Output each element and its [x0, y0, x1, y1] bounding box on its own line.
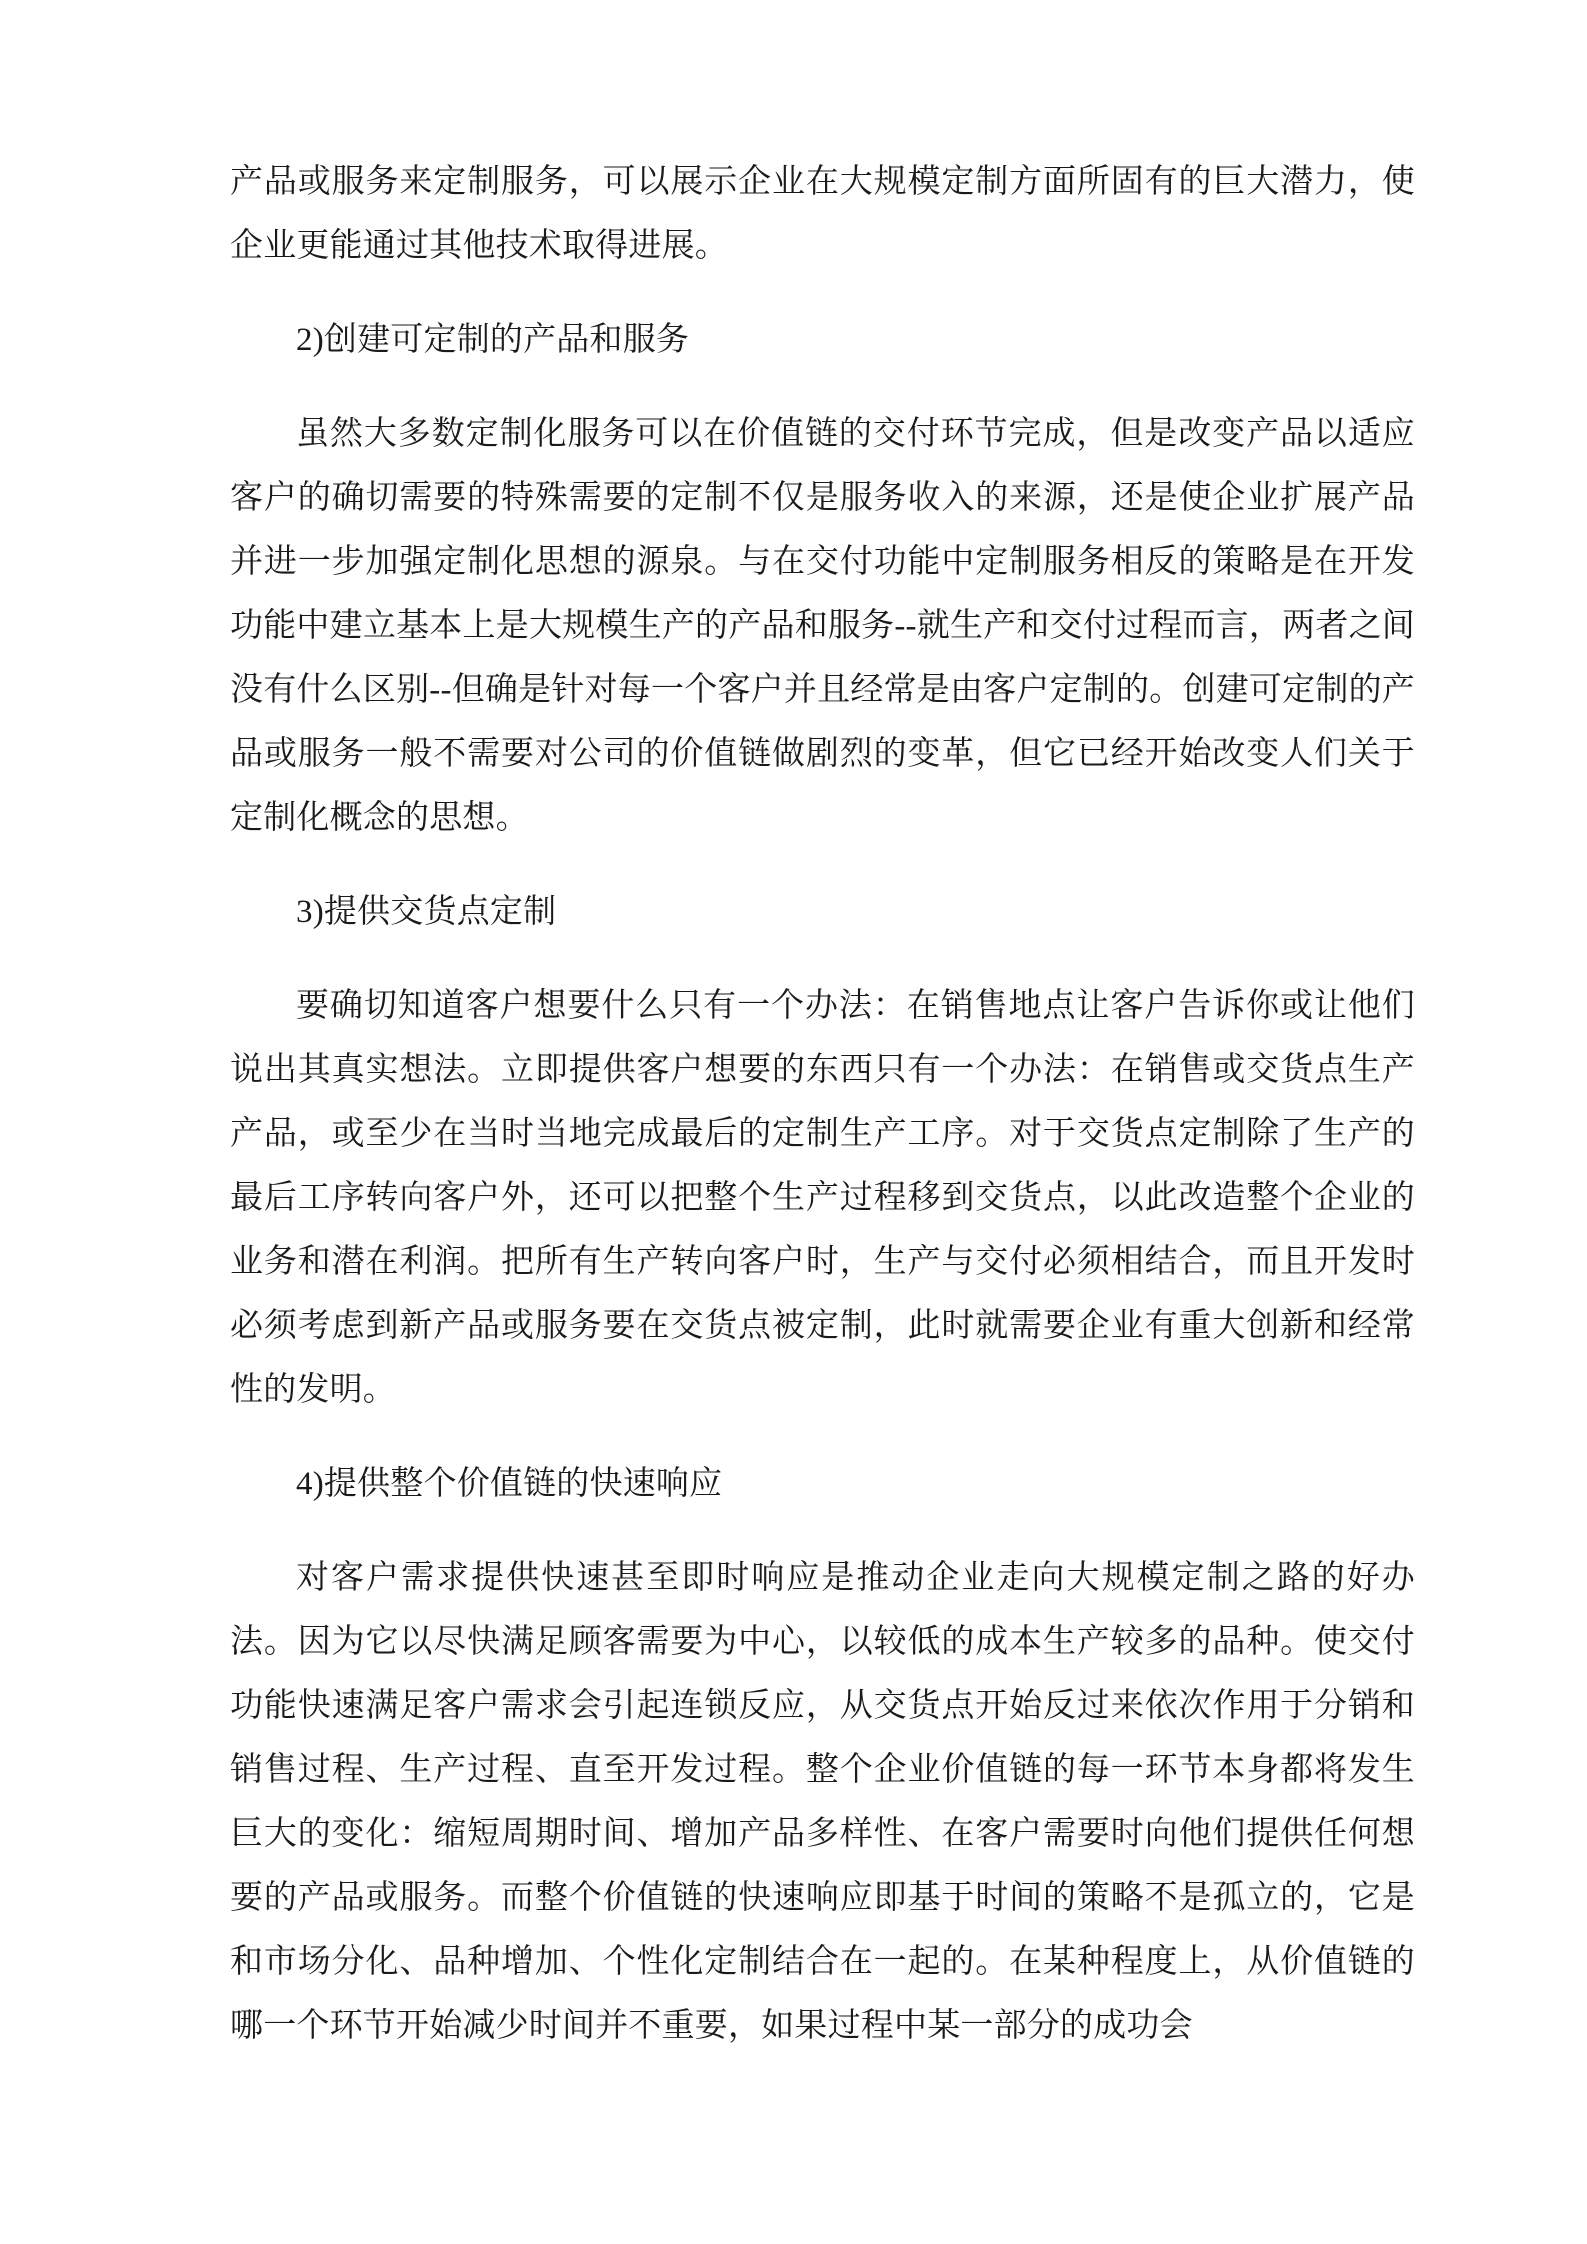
paragraph-spacer: [230, 1422, 1415, 1452]
heading-point-of-delivery-customization: 3)提供交货点定制: [296, 894, 557, 930]
document-body: [230, 150, 1415, 2058]
paragraph-spacer: [230, 850, 1415, 880]
paragraph-spacer: [230, 372, 1415, 402]
paragraph-create-customizable-products: 虽然大多数定制化服务可以在价值链的交付环节完成，但是改变产品以适应客户的确切需要的特殊需要的定制不仅是服务收入的来源，还是使企业扩展产品并进一步加强定制化思想的源泉。与在交付功能中定制服务相反的策略是在开发功能中建立基本上是大规模生产的产品和服务--就生产和交付过程而言，两者之间没有什么区别--但确是针对每一个客户并且经常是由客户定制的。创建可定制的产品或服务一般不需要对公司的价值链做剧烈的变革，但它已经开始改变人们关于定制化概念的思想。: [230, 416, 1415, 836]
paragraph-value-chain-quick-response: 对客户需求提供快速甚至即时响应是推动企业走向大规模定制之路的好办法。因为它以尽快满足顾客需要为中心，以较低的成本生产较多的品种。使交付功能快速满足客户需求会引起连锁反应，从交货点开始反过来依次作用于分销和销售过程、生产过程、直至开发过程。整个企业价值链的每一环节本身都将发生巨大的变化：缩短周期时间、增加产品多样性、在客户需要时向他们提供任何想要的产品或服务。而整个价值链的快速响应即基于时间的策略不是孤立的，它是和市场分化、品种增加、个性化定制结合在一起的。在某种程度上，从价值链的哪一个环节开始减少时间并不重要，如果过程中某一部分的成功会: [230, 1560, 1415, 2044]
heading-value-chain-quick-response: 4)提供整个价值链的快速响应: [296, 1466, 723, 1502]
paragraph-spacer: [230, 1516, 1415, 1546]
paragraph-spacer: [230, 278, 1415, 308]
paragraph-continued: 产品或服务来定制服务，可以展示企业在大规模定制方面所固有的巨大潜力，使企业更能通过其他技术取得进展。: [230, 164, 1415, 264]
paragraph-spacer: [230, 944, 1415, 974]
heading-create-customizable-products: 2)创建可定制的产品和服务: [296, 322, 690, 358]
paragraph-point-of-delivery-customization: 要确切知道客户想要什么只有一个办法：在销售地点让客户告诉你或让他们说出其真实想法。立即提供客户想要的东西只有一个办法：在销售或交货点生产产品，或至少在当时当地完成最后的定制生产工序。对于交货点定制除了生产的最后工序转向客户外，还可以把整个生产过程移到交货点，以此改造整个企业的业务和潜在利润。把所有生产转向客户时，生产与交付必须相结合，而且开发时必须考虑到新产品或服务要在交货点被定制，此时就需要企业有重大创新和经常性的发明。: [230, 988, 1415, 1408]
